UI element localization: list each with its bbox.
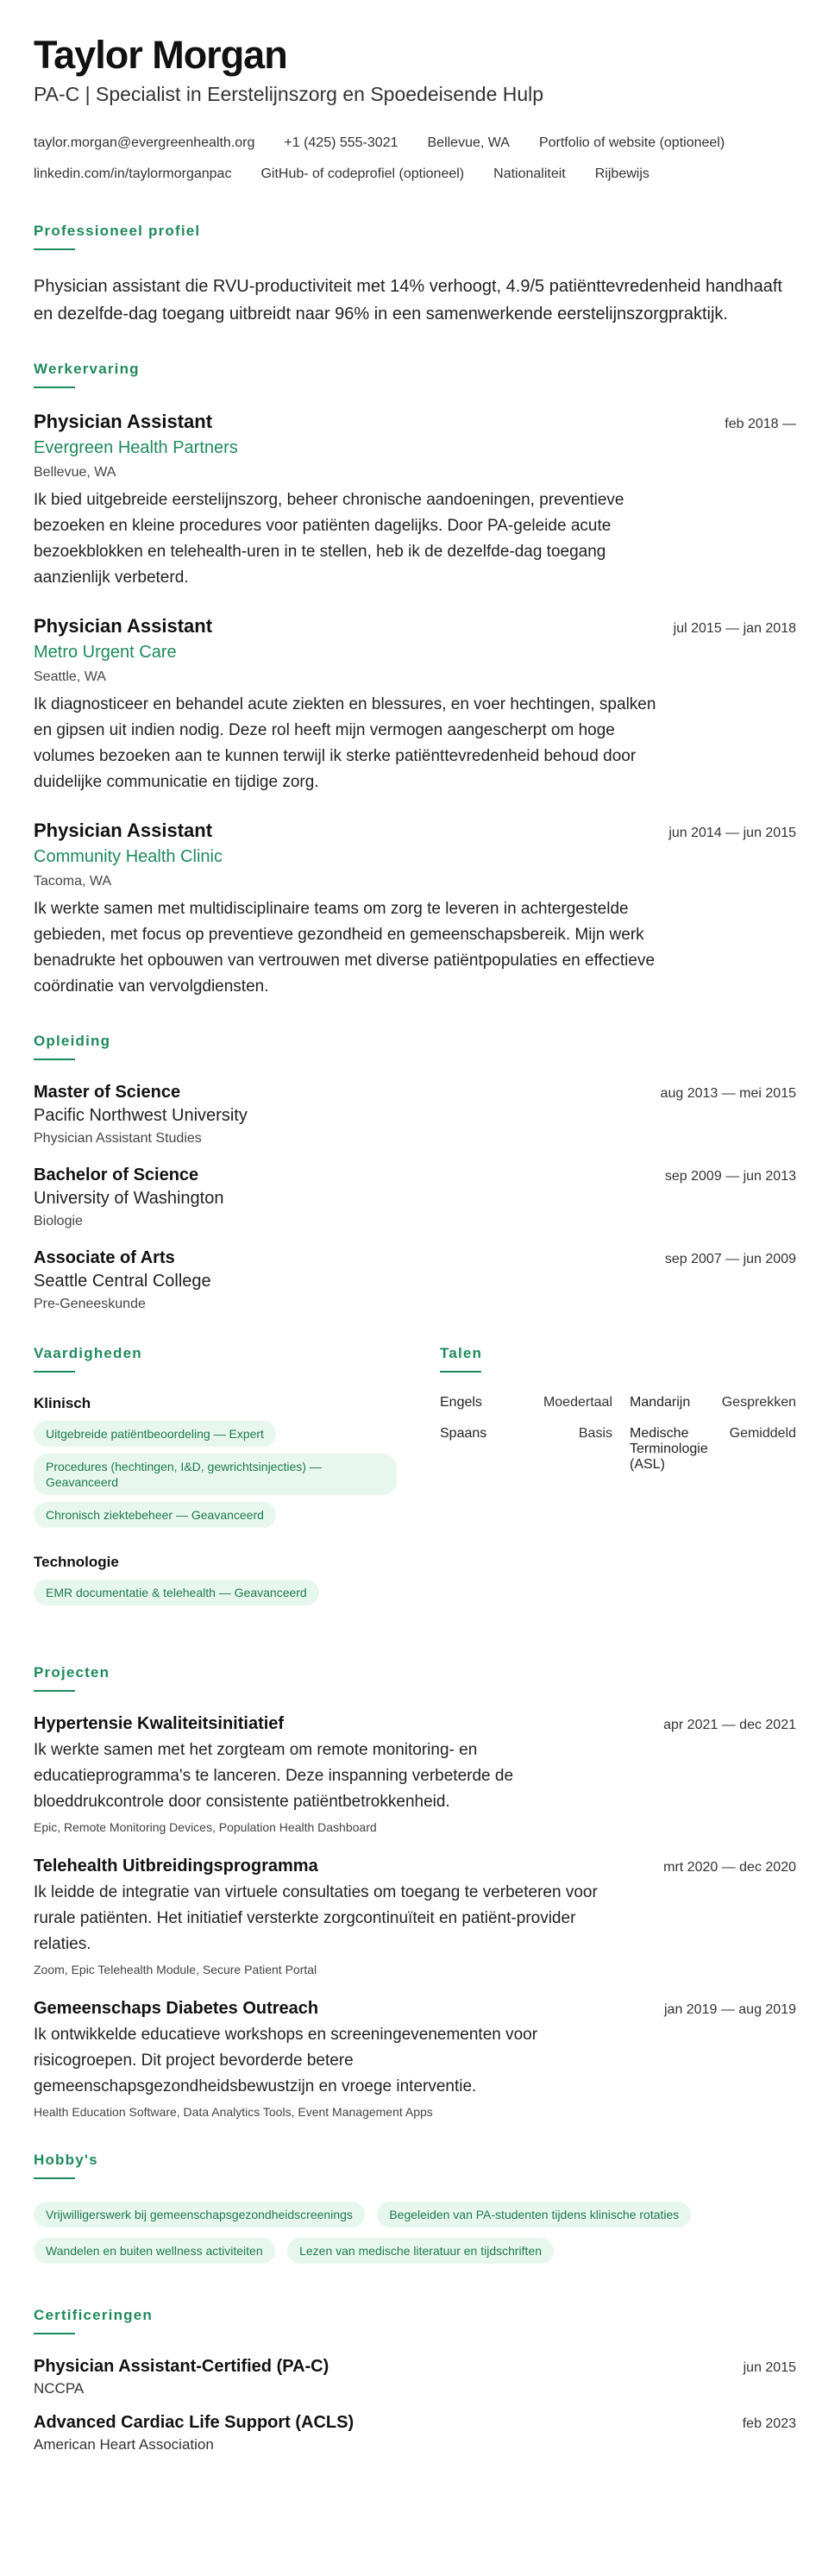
candidate-headline: PA-C | Specialist in Eerstelijnszorg en Spoedeisende Hulp [34, 83, 544, 105]
language-list [440, 1395, 796, 1473]
section-title: Vaardigheden [34, 1345, 142, 1361]
profile-section [34, 223, 796, 328]
education-section [34, 1033, 796, 1312]
job-company: Evergreen Health Partners [34, 438, 238, 457]
section-title: Certificeringen [34, 2307, 153, 2323]
education-entry [34, 1083, 796, 1147]
experience-section [34, 361, 796, 1000]
hobby-chip: Begeleiden van PA-studenten tijdens klinische rotaties [377, 2202, 691, 2227]
job-description: Ik diagnosticeer en behandel acute ziekten en blessures, en voer hechtingen, spalken en gipsen uit indien nodig. Deze rol heeft mijn vermogen aangescherpt om hoge volumes bezoeken aan te kunnen terwijl ik sterke patiënttevredenheid behoud door duidelijke communicatie en tijdige zorg. [34, 695, 656, 791]
job-entry [34, 615, 796, 795]
section-divider [34, 1690, 75, 1692]
contact-linkedin[interactable]: linkedin.com/in/taylormorganpac [34, 166, 232, 181]
language-level: Gesprekken [721, 1395, 796, 1410]
contact-phone[interactable]: +1 (425) 555-3021 [284, 135, 398, 150]
job-description: Ik werkte samen met multidisciplinaire teams om zorg te leveren in achtergestelde gebieden, met focus op preventieve gezondheid en gemeenschapsbereik. Mijn werk benadrukte het opbouwen van vertrouwen met diverse patiëntpopulaties en effectieve coördinatie van vervolgdiensten. [34, 900, 656, 996]
education-field: Physician Assistant Studies [34, 1131, 202, 1146]
education-dates: aug 2013 — mei 2015 [660, 1086, 796, 1101]
language-name: Medische Terminologie (ASL) [630, 1426, 708, 1472]
project-dates: mrt 2020 — dec 2020 [663, 1860, 796, 1875]
project-dates: apr 2021 — dec 2021 [663, 1718, 796, 1732]
job-dates: jul 2015 — jan 2018 [673, 621, 796, 636]
section-divider [34, 2333, 75, 2334]
hobby-chip: Lezen van medische literatuur en tijdschriften [287, 2238, 554, 2264]
skill-chip: Procedures (hechtingen, I&D, gewrichtsinjecties) — Geavanceerd [34, 1454, 397, 1495]
job-title: Physician Assistant [34, 820, 213, 841]
project-description: Ik leidde de integratie van virtuele consultaties om toegang te verbeteren voor rurale patiënten. Het initiatief versterkte zorgcontinuïteit en patiënt-provider relaties. [34, 1883, 598, 1953]
skill-chip: EMR documentatie & telehealth — Geavanceerd [34, 1580, 319, 1605]
education-degree: Associate of Arts [34, 1248, 175, 1267]
contact-location: Bellevue, WA [427, 135, 510, 150]
job-location: Tacoma, WA [34, 874, 112, 889]
hobby-chip: Vrijwilligerswerk bij gemeenschapsgezondheidscreenings [34, 2202, 365, 2227]
education-field: Pre-Geneeskunde [34, 1297, 146, 1311]
contact-list [34, 128, 796, 190]
language-level: Moedertaal [543, 1395, 612, 1410]
skill-chip: Chronisch ziektebeheer — Geavanceerd [34, 1502, 276, 1528]
job-title: Physician Assistant [34, 615, 213, 637]
section-divider [34, 386, 75, 388]
job-company: Community Health Clinic [34, 847, 223, 866]
education-dates: sep 2007 — jun 2009 [664, 1252, 796, 1266]
job-location: Bellevue, WA [34, 465, 116, 480]
contact-drivers-license: Rijbewijs [594, 166, 649, 181]
certification-date: jun 2015 [743, 2360, 796, 2375]
section-title: Hobby's [34, 2152, 98, 2168]
skill-group-label: Klinisch [34, 1395, 91, 1411]
skill-group-label: Technologie [34, 1554, 119, 1570]
project-tools: Epic, Remote Monitoring Devices, Population Health Dashboard [34, 1820, 377, 1834]
languages-section [440, 1345, 796, 1631]
certification-issuer: NCCPA [34, 2380, 85, 2397]
hobby-chip: Wandelen en buiten wellness activiteiten [34, 2238, 275, 2264]
section-divider [34, 2177, 75, 2179]
certification-date: feb 2023 [742, 2416, 796, 2431]
resume-header [34, 33, 796, 190]
education-school: University of Washington [34, 1189, 224, 1208]
section-title: Professioneel profiel [34, 223, 201, 239]
language-name: Spaans [440, 1426, 487, 1441]
education-school: Pacific Northwest University [34, 1106, 248, 1125]
job-entry [34, 411, 796, 591]
project-description: Ik ontwikkelde educatieve workshops en screeningevenementen voor risicogroepen. Dit project bevorderde betere gemeenschapsgezondheidsbewustzijn en vroege interventie. [34, 2026, 538, 2095]
contact-github[interactable]: GitHub- of codeprofiel (optioneel) [260, 166, 465, 181]
job-entry [34, 820, 796, 1000]
project-title: Hypertensie Kwaliteitsinitiatief [34, 1714, 285, 1733]
project-description: Ik werkte samen met het zorgteam om remote monitoring- en educatieprogramma's te lanceren. Deze inspanning verbeterde de bloeddrukcontrole door consistente patiëntbetrokkenheid. [34, 1741, 514, 1811]
project-title: Gemeenschaps Diabetes Outreach [34, 1999, 319, 2018]
section-divider [34, 248, 75, 250]
certification-name: Physician Assistant-Certified (PA-C) [34, 2357, 329, 2376]
education-degree: Master of Science [34, 1083, 181, 1102]
certification-name: Advanced Cardiac Life Support (ACLS) [34, 2413, 355, 2432]
section-title: Projecten [34, 1664, 110, 1681]
hobbies-section [34, 2152, 796, 2274]
section-title: Talen [440, 1345, 483, 1361]
job-dates: feb 2018 — [725, 417, 796, 431]
education-school: Seattle Central College [34, 1272, 211, 1291]
project-title: Telehealth Uitbreidingsprogramma [34, 1857, 318, 1875]
skill-group-clinical [34, 1395, 402, 1535]
job-description: Ik bied uitgebreide eerstelijnszorg, beheer chronische aandoeningen, preventieve bezoeken en kleine procedures voor patiënten dagelijks. Door PA-geleide acute bezoekblokken en telehealth-uren in te stellen, heb ik de dezelfde-dag toegang aanzienlijk verbeterd. [34, 491, 624, 587]
profile-summary: Physician assistant die RVU-productiviteit met 14% verhoogt, 4.9/5 patiënttevredenheid handhaaft en dezelfde-dag toegang uitbreidt naar 96% in een samenwerkende eerstelijnszorgpraktijk. [34, 277, 782, 324]
section-title: Werkervaring [34, 361, 140, 377]
skill-chip: Uitgebreide patiëntbeoordeling — Expert [34, 1421, 276, 1447]
education-field: Biologie [34, 1214, 83, 1228]
skill-group-technology [34, 1554, 402, 1612]
certification-entry [34, 2413, 796, 2453]
skills-section [34, 1345, 402, 1631]
job-location: Seattle, WA [34, 669, 106, 684]
contact-portfolio[interactable]: Portfolio of website (optioneel) [538, 135, 725, 150]
project-dates: jan 2019 — aug 2019 [663, 2002, 796, 2017]
certification-entry [34, 2357, 796, 2397]
candidate-name: Taylor Morgan [34, 33, 287, 77]
project-tools: Zoom, Epic Telehealth Module, Secure Patient Portal [34, 1963, 317, 1976]
hobby-list [34, 2202, 796, 2274]
section-divider [34, 1059, 75, 1060]
section-divider [34, 1371, 75, 1373]
contact-nationality: Nationaliteit [493, 166, 566, 181]
job-title: Physician Assistant [34, 411, 213, 432]
projects-section [34, 1664, 796, 2119]
language-level: Basis [578, 1426, 612, 1441]
section-divider [440, 1371, 481, 1373]
language-level: Gemiddeld [729, 1426, 796, 1441]
education-dates: sep 2009 — jun 2013 [664, 1169, 796, 1184]
skills-languages-row [34, 1345, 796, 1631]
education-degree: Bachelor of Science [34, 1165, 199, 1184]
language-name: Mandarijn [630, 1395, 691, 1410]
job-dates: jun 2014 — jun 2015 [668, 826, 796, 840]
certifications-section [34, 2307, 796, 2453]
section-title: Opleiding [34, 1033, 111, 1049]
project-entry [34, 1999, 796, 2119]
project-entry [34, 1857, 796, 1976]
education-entry [34, 1248, 796, 1312]
certification-issuer: American Heart Association [34, 2436, 214, 2453]
job-company: Metro Urgent Care [34, 643, 177, 662]
project-tools: Health Education Software, Data Analytics Tools, Event Management Apps [34, 2105, 433, 2119]
project-entry [34, 1714, 796, 1834]
contact-email[interactable]: taylor.morgan@evergreenhealth.org [34, 135, 255, 150]
education-entry [34, 1165, 796, 1229]
language-name: Engels [440, 1395, 482, 1410]
